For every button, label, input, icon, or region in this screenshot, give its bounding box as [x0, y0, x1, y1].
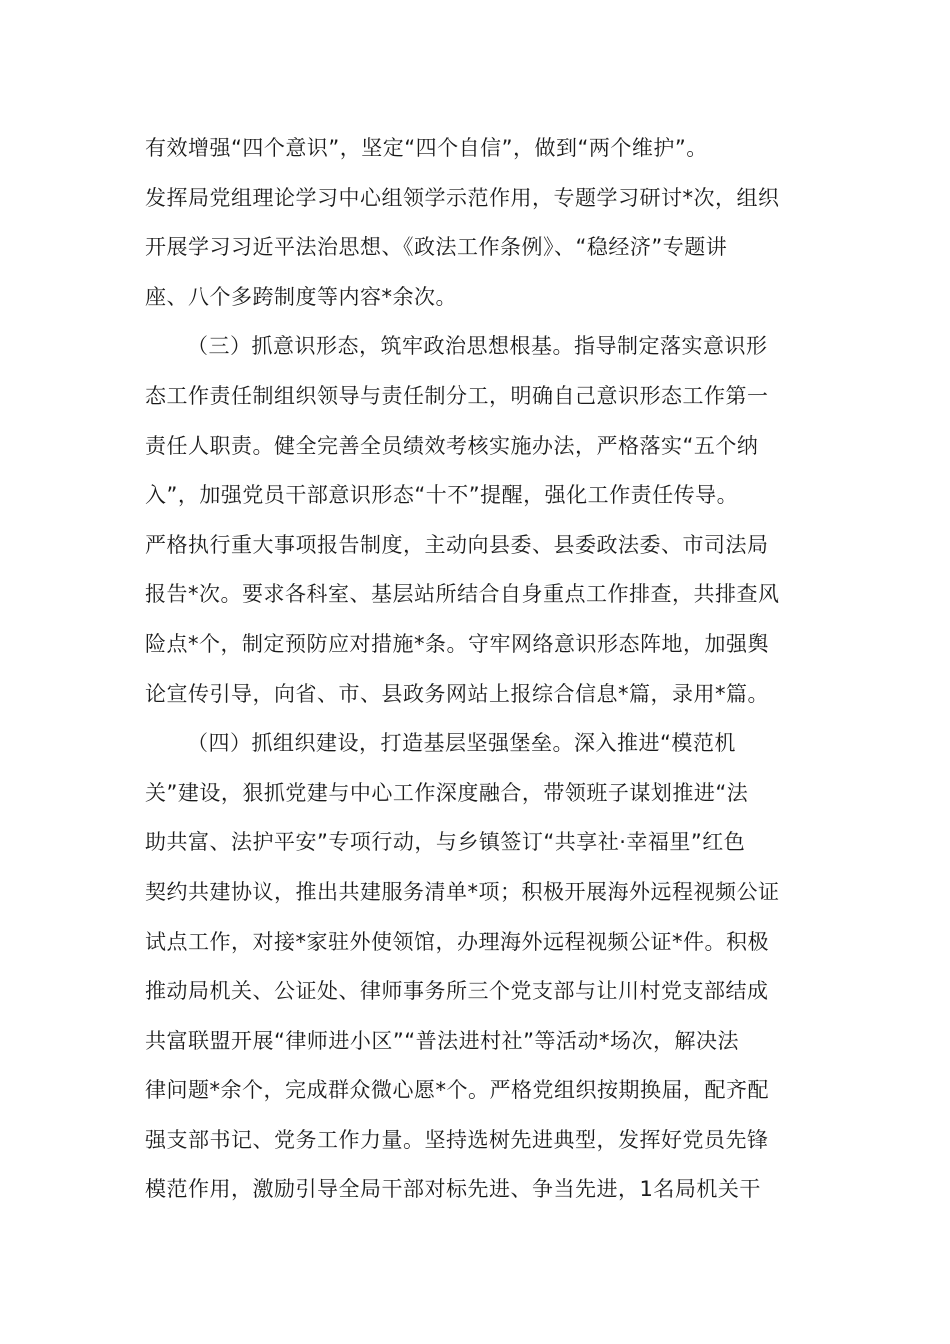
text-line: 律问题*余个，完成群众微心愿*个。严格党组织按期换届，配齐配 — [145, 1078, 769, 1103]
text-line: 共富联盟开展“律师进小区”“普法进村社”等活动*场次，解决法 — [145, 1028, 740, 1053]
text-line: 模范作用，激励引导全局干部对标先进、争当先进，1名局机关干 — [145, 1177, 761, 1202]
text-line: 论宣传引导，向省、市、县政务网站上报综合信息*篇，录用*篇。 — [145, 681, 769, 706]
text-line: 试点工作，对接*家驻外使领馆，办理海外远程视频公证*件。积极 — [145, 929, 769, 954]
text-line: 契约共建协议，推出共建服务清单*项；积极开展海外远程视频公证 — [145, 879, 780, 904]
text-line: 开展学习习近平法治思想、《政法工作条例》、“稳经济”专题讲 — [145, 235, 728, 260]
text-line: 座、八个多跨制度等内容*余次。 — [145, 284, 457, 309]
section-heading-line: （三）抓意识形态，筑牢政治思想根基。指导制定落实意识形 — [187, 334, 768, 359]
section-heading-line: （四）抓组织建设，打造基层坚强堡垒。深入推进“模范机 — [187, 731, 736, 756]
text-line: 助共富、法护平安”专项行动，与乡镇签订“共享社·幸福里”红色 — [145, 830, 746, 855]
text-line: 发挥局党组理论学习中心组领学示范作用，专题学习研讨*次，组织 — [145, 185, 780, 210]
text-line: 推动局机关、公证处、律师事务所三个党支部与让川村党支部结成 — [145, 979, 769, 1004]
text-line: 报告*次。要求各科室、基层站所结合自身重点工作排查，共排查风 — [145, 582, 780, 607]
text-line: 严格执行重大事项报告制度，主动向县委、县委政法委、市司法局 — [145, 532, 769, 557]
text-line: 关”建设，狠抓党建与中心工作深度融合，带领班子谋划推进“法 — [145, 780, 749, 805]
text-line: 入”，加强党员干部意识形态“十不”提醒，强化工作责任传导。 — [145, 483, 739, 508]
text-line: 强支部书记、党务工作力量。坚持选树先进典型，发挥好党员先锋 — [145, 1127, 769, 1152]
text-line: 险点*个，制定预防应对措施*条。守牢网络意识形态阵地，加强舆 — [145, 631, 769, 656]
text-line: 态工作责任制组织领导与责任制分工，明确自己意识形态工作第一 — [145, 383, 769, 408]
text-line: 责任人职责。健全完善全员绩效考核实施办法，严格落实“五个纳 — [145, 433, 759, 458]
text-line: 有效增强“四个意识”，坚定“四个自信”，做到“两个维护”。 — [145, 136, 708, 160]
body-text — [145, 124, 810, 1215]
